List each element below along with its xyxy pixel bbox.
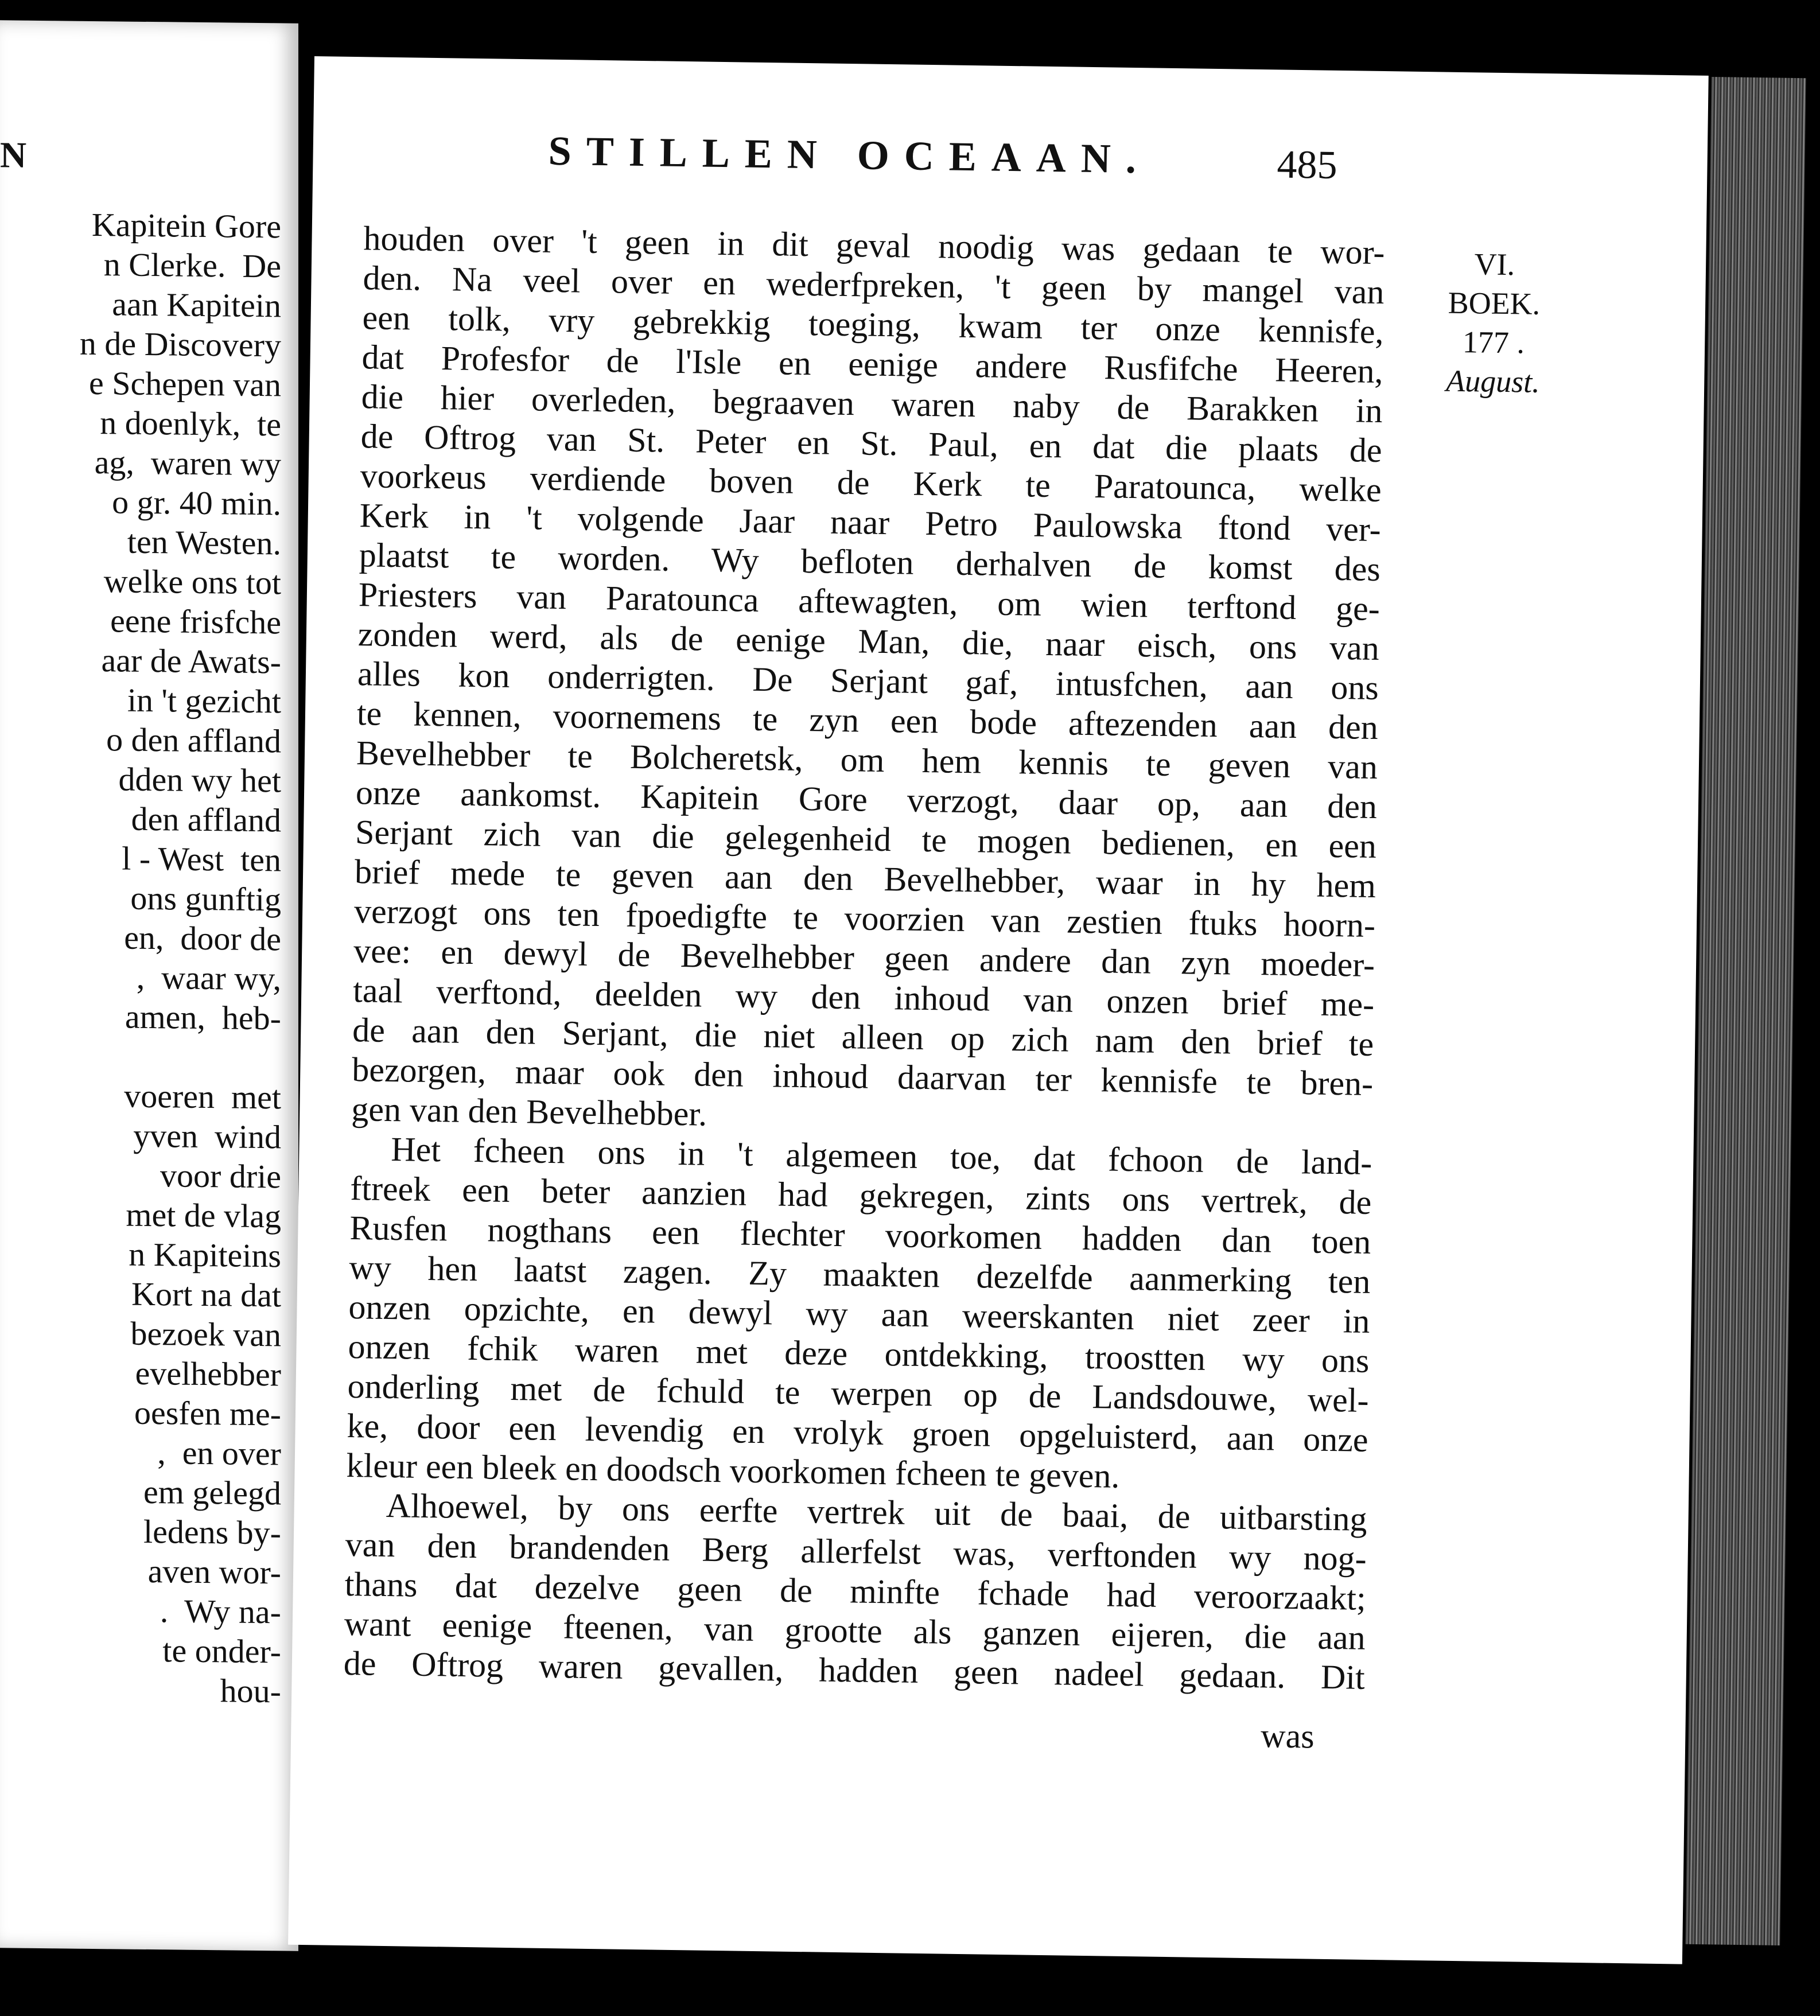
left-page-text-line: Kapitein Gore: [91, 205, 281, 246]
left-page-running-head-fragment: N: [0, 134, 32, 176]
left-page-text-line: ons gunftig: [130, 879, 281, 919]
body-text-line: want eenige fteenen, van grootte als ganzen eijeren, die aan: [344, 1604, 1366, 1657]
body-text-line: de Oftrog waren gevallen, hadden geen nadeel gedaan. Dit: [343, 1644, 1366, 1696]
left-page-text-line: e Schepen van: [89, 364, 281, 404]
left-page-text-line: ag, waren wy: [94, 443, 281, 483]
body-text-line: kleur een bleek en doodsch voorkomen fcheen te geven.: [346, 1446, 1120, 1495]
left-page-text-line: em gelegd: [143, 1473, 281, 1512]
left-page-text-line: eene frisfche: [110, 602, 281, 641]
left-page-text-column: [80, 205, 281, 1711]
body-text-line: verzogt ons ten fpoedigfte te voorzien van zestien ftuks hoorn-: [353, 892, 1376, 944]
body-text-line: thans dat dezelve geen de minfte fchade had veroorzaakt;: [344, 1565, 1367, 1617]
left-page-text-line: voeren met: [124, 1077, 281, 1116]
left-page-text-line: o den affland: [106, 721, 281, 760]
left-page-text-line: dden wy het: [118, 760, 281, 800]
left-page-text-line: hou-: [220, 1672, 281, 1710]
left-page-text-line: n Clerke. De: [103, 246, 281, 285]
left-page-text-line: te onder-: [162, 1632, 281, 1671]
body-text-line: de Oftrog van St. Peter en St. Paul, en dat die plaats de: [360, 417, 1383, 470]
left-page-text-line: den affland: [131, 800, 281, 839]
body-text-line: dat Profesfor de l'Isle en eenige andere Rusfifche Heeren,: [361, 338, 1383, 391]
left-page-text-line: yven wind: [133, 1116, 281, 1156]
body-text-line: vee: en dewyl de Bevelhebber geen andere dan zyn moeder-: [353, 932, 1375, 984]
running-head: STILLEN OCEAAN.: [548, 127, 1152, 182]
body-text-line: die hier overleden, begraaven waren naby de Barakken in: [361, 377, 1383, 430]
left-page-text-line: aan Kapitein: [112, 285, 281, 325]
body-text-line: Rusfen nogthans een flechter voorkomen hadden dan toen: [349, 1209, 1371, 1261]
left-page-text-line: n doenlyk, te: [100, 404, 281, 443]
body-text-line: den. Na veel over en wederfpreken, 't geen by mangel van: [363, 259, 1385, 312]
body-text-line: te kennen, voornemens te zyn een bode aftezenden aan den: [356, 694, 1379, 746]
left-page-text-line: Kort na dat: [131, 1275, 281, 1314]
left-page-text-line: l - West ten: [122, 839, 281, 879]
body-text-line: alles kon onderrigten. De Serjant gaf, intusfchen, aan ons: [357, 655, 1379, 707]
left-page-text-line: voor drie: [160, 1157, 281, 1196]
left-page-blank-line: [80, 1036, 281, 1078]
body-text-line: taal verftond, deelden wy den inhoud van onzen brief me-: [352, 971, 1375, 1023]
body-text-line: onzen opzichte, en dewyl wy aan weerskanten niet zeer in: [348, 1288, 1370, 1340]
body-text-line: brief mede te geven aan den Bevelhebber, waar in hy hem: [354, 853, 1376, 905]
body-text-line: wy hen laatst zagen. Zy maakten dezelfde aanmerking ten: [349, 1248, 1371, 1301]
left-page-text-line: , waar wy,: [136, 958, 281, 998]
margin-note-volume: VI.: [1474, 247, 1515, 282]
body-text-line: bezorgen, maar ook den inhoud daarvan ter kennisfe te bren-: [351, 1050, 1374, 1103]
body-text-line: voorkeus verdiende boven de Kerk te Paratounca, welke: [360, 457, 1382, 509]
body-text-line: Het fcheen ons in 't algemeen toe, dat fchoon de land-: [390, 1130, 1372, 1182]
left-page-text-line: o gr. 40 min.: [112, 483, 281, 523]
body-text: [343, 219, 1385, 1698]
left-page-text-line: n de Discovery: [79, 324, 281, 364]
body-text-line: gen van den Bevelhebber.: [351, 1090, 707, 1133]
body-text-line: onze aankomst. Kapitein Gore verzogt, daar op, aan den: [355, 773, 1378, 826]
left-page-text-line: ten Westen.: [127, 523, 281, 562]
page-number: 485: [1276, 142, 1338, 188]
left-page-text-line: aar de Awats-: [101, 641, 281, 681]
margin-note-month: August.: [1445, 363, 1541, 399]
body-text-line: plaatst te worden. Wy befloten derhalven de komst des: [359, 536, 1381, 589]
right-page: [288, 56, 1709, 1964]
body-text-line: van den brandenden Berg allerfelst was, verftonden wy nog-: [345, 1525, 1367, 1578]
body-text-line: Kerk in 't volgende Jaar naar Petro Paulowska ftond ver-: [359, 496, 1382, 549]
margin-note-book: BOEK.: [1448, 285, 1541, 321]
body-text-line: ke, door een levendig en vrolyk groen opgeluisterd, aan onze: [347, 1407, 1368, 1459]
left-page-text-line: aven wor-: [147, 1552, 281, 1591]
left-page-text-line: bezoek van: [130, 1314, 281, 1354]
body-text-line: een tolk, vry gebrekkig toeging, kwam ter onze kennisfe,: [362, 298, 1384, 351]
left-page: [0, 20, 298, 1951]
left-page-text-line: evelhebber: [135, 1354, 281, 1394]
body-text-line: Priesters van Paratounca aftewagten, om wien terftond ge-: [358, 575, 1380, 628]
left-page-text-line: in 't gezicht: [127, 681, 281, 721]
left-page-text-line: oesfen me-: [134, 1394, 281, 1433]
left-page-text-line: welke ons tot: [103, 562, 281, 602]
left-page-text-line: n Kapiteins: [129, 1235, 281, 1275]
body-text-line: onderling met de fchuld te werpen op de Landsdouwe, wel-: [347, 1367, 1369, 1419]
left-page-text-line: amen, heb-: [125, 998, 281, 1037]
catchword: was: [1260, 1717, 1315, 1756]
body-text-line: Alhoewel, by ons eerfte vertrek uit de baai, de uitbarsting: [386, 1486, 1368, 1538]
body-text-line: houden over 't geen in dit geval noodig was gedaan te wor-: [363, 219, 1385, 272]
margin-note-year: 177 .: [1462, 324, 1525, 360]
margin-note: [1446, 244, 1542, 402]
body-text-line: Bevelhebber te Bolcheretsk, om hem kennis te geven van: [356, 734, 1378, 786]
left-page-text-line: ledens by-: [143, 1512, 281, 1552]
body-text-line: ftreek een beter aanzien had gekregen, zints ons vertrek, de: [349, 1169, 1372, 1221]
left-page-text-line: , en over: [157, 1434, 281, 1473]
body-text-line: Serjant zich van die gelegenheid te mogen bedienen, en een: [355, 813, 1377, 865]
body-text-line: de aan den Serjant, die niet alleen op zich nam den brief te: [352, 1011, 1374, 1063]
left-page-text-line: . Wy na-: [160, 1592, 281, 1631]
body-text-line: onzen fchik waren met deze ontdekking, troostten wy ons: [348, 1328, 1370, 1380]
left-page-text-line: met de vlag: [126, 1196, 281, 1235]
body-text-line: zonden werd, als de eenige Man, die, naar eisch, ons van: [357, 615, 1380, 668]
left-page-text-line: en, door de: [124, 919, 281, 958]
